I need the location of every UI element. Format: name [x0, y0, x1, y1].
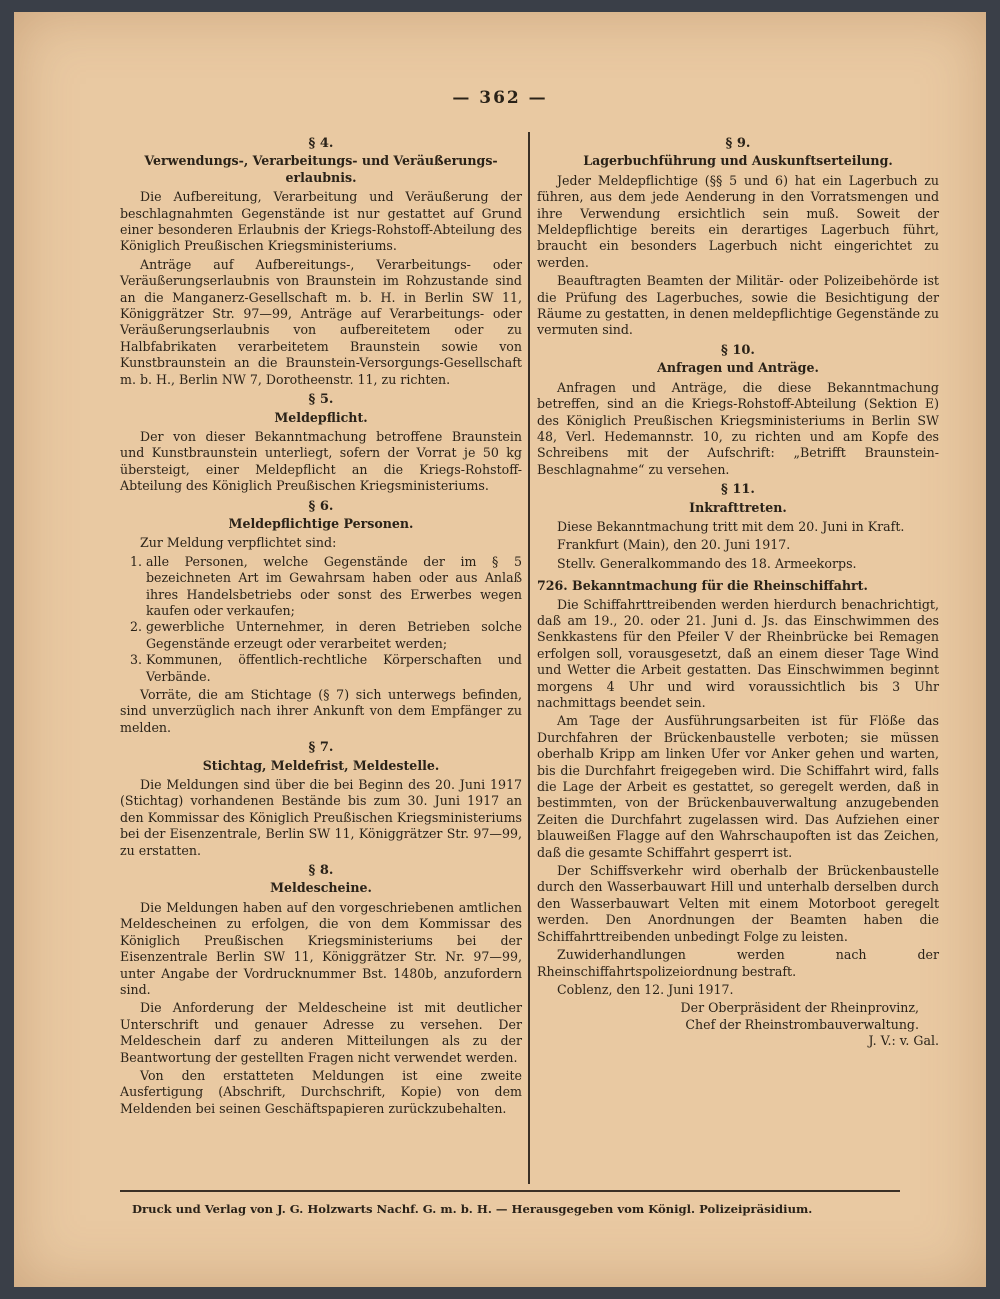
section-10-number: § 10.	[721, 342, 755, 358]
printer-imprint: Druck und Verlag von J. G. Holzwarts Nachf. G. m. b. H. — Herausgegeben vom Königl. Polizeipräsidium.	[132, 1202, 813, 1216]
notice-726-paragraph: Die Schiffahrttreibenden werden hierdurch benachrichtigt, daß am 19., 20. oder 21. Juni d. Js. das Einschwimmen des Senkkastens für den Pfeiler V der Rheinbrücke bei Remagen erfolgen soll, vorausgesetzt, daß an einem dieser Tage Wind und Wetter die Arbeit gestatten. Das Einschwimmen beginnt morgens 4 Uhr und wird voraussichtlich bis 3 Uhr nachmittags beendet sein.	[537, 596, 939, 710]
section-6-paragraph: Vorräte, die am Stichtage (§ 7) sich unterwegs befinden, sind unverzüglich nach ihrer Ankunft von dem Empfänger zu melden.	[120, 687, 522, 735]
footer-rule	[120, 1190, 900, 1192]
section-9-heading: Lagerbuchführung und Auskunftserteilung.	[583, 153, 893, 169]
column-divider	[528, 132, 530, 1184]
section-6-number: § 6.	[308, 498, 334, 514]
notice-726-paragraph: Am Tage der Ausführungsarbeiten ist für Flöße das Durchfahren der Brückenbaustelle verboten; sie müssen oberhalb Kripp am linken Ufer vor Anker gehen und warten, bis die Durchfahrt freigegeben wird. Die Schiffahrt wird, falls die Lage der Arbeit es gestattet, so geregelt werden, daß in bestimmten, von der Brückenbauverwaltung anzugebenden Zeiten die Durchfahrt zugelassen wird. Das Aufziehen einer blauweißen Flagge auf den Wahrschaupoften ist das Zeichen, daß die gesamte Schiffahrt gesperrt ist.	[537, 713, 939, 860]
section-9-number: § 9.	[725, 136, 751, 151]
section-6-list	[120, 554, 522, 685]
list-item: 2. gewerbliche Unternehmer, in deren Betrieben solche Gegenstände erzeugt oder verarbeitet werden;	[146, 619, 522, 652]
section-5-paragraph: Der von dieser Bekanntmachung betroffene Braunstein und Kunstbraunstein unterliegt, sofern der Vorrat je 50 kg übersteigt, einer Meldepflicht an die Kriegs-Rohstoff-Abteilung des Königlich Preußischen Kriegsministeriums.	[120, 428, 522, 494]
section-7-number: § 7.	[308, 740, 334, 756]
right-column	[537, 132, 939, 1050]
list-item: 1. alle Personen, welche Gegenstände der im § 5 bezeichneten Art im Gewahrsam haben oder aus Anlaß ihres Handelsbetriebs oder sonst des Erwerbes wegen kaufen oder verkaufen;	[146, 554, 522, 620]
notice-726-signature-line: J. V.: v. Gal.	[868, 1033, 939, 1049]
section-7-paragraph: Die Meldungen sind über die bei Beginn des 20. Juni 1917 (Stichtag) vorhandenen Bestände bis zum 30. Juni 1917 an den Kommissar des Königlich Preußischen Kriegsministeriums bei der Eisenzentrale, Berlin SW 11, Königgrätzer Str. 97—99, zu erstatten.	[120, 777, 522, 858]
section-10-heading: Anfragen und Anträge.	[657, 360, 819, 376]
section-6-intro: Zur Meldung verpflichtet sind:	[140, 535, 337, 551]
section-7-heading: Stichtag, Meldefrist, Meldestelle.	[202, 757, 440, 773]
section-4-heading: Verwendungs-, Verarbeitungs- und Veräußerungs-erlaubnis.	[144, 153, 498, 185]
section-9-paragraph: Jeder Meldepflichtige (§§ 5 und 6) hat ein Lagerbuch zu führen, aus dem jede Aenderung in den Vorratsmengen und ihre Verwendung ersichtlich sein muß. Soweit der Meldepflichtige bereits ein derartiges Lagerbuch führt, braucht ein besonders Lagerbuch nicht eingerichtet zu werden.	[537, 172, 939, 270]
section-5-heading: Meldepflicht.	[274, 409, 368, 425]
section-8-paragraph: Die Meldungen haben auf den vorgeschriebenen amtlichen Meldescheinen zu erfolgen, die von dem Kommissar des Königlich Preußischen Kriegsministeriums bei der Eisenzentrale Berlin SW 11, Königgrätzer Str. Nr. 97—99, unter Angabe der Vordrucknummer Bst. 1480b, anzufordern sind.	[120, 899, 522, 997]
list-item: 3. Kommunen, öffentlich-rechtliche Körperschaften und Verbände.	[146, 652, 522, 685]
notice-726-paragraph: Der Schiffsverkehr wird oberhalb der Brückenbaustelle durch den Wasserbauwart Hill und unterhalb derselben durch den Wasserbauwart Velten mit einem Motorboot geregelt werden. Den Anordnungen der Beamten haben die Schiffahrttreibenden unbedingt Folge zu leisten.	[537, 863, 939, 944]
section-8-number: § 8.	[308, 863, 334, 879]
section-11-heading: Inkrafttreten.	[689, 499, 787, 515]
section-4-number: § 4.	[308, 136, 334, 151]
section-4-paragraph: Die Aufbereitung, Verarbeitung und Veräußerung der beschlagnahmten Gegenstände ist nur gestattet auf Grund einer besonderen Erlaubnis der Kriegs-Rohstoff-Abteilung des Königlich Preußischen Kriegsministeriums.	[120, 189, 522, 254]
section-11-signature: Stellv. Generalkommando des 18. Armeekorps.	[557, 555, 857, 571]
notice-726-place-date: Coblenz, den 12. Juni 1917.	[557, 981, 734, 997]
page-number: — 362 —	[452, 88, 548, 108]
section-11-place-date: Frankfurt (Main), den 20. Juni 1917.	[557, 537, 791, 553]
section-4-paragraph: Anträge auf Aufbereitungs-, Verarbeitungs- oder Veräußerungserlaubnis von Braunstein im Rohzustande sind an die Manganerz-Gesellschaft m. b. H. in Berlin SW 11, Königgrätzer Str. 97—99, Anträge auf Verarbeitungs- oder Veräußerungserlaubnis von aufbereitetem oder zu Halbfabrikaten verarbeitetem Braunstein sowie von Kunstbraunstein an die Braunstein-Versorgungs-Gesellschaft m. b. H., Berlin NW 7, Dorotheenstr. 11, zu richten.	[120, 256, 522, 387]
section-8-heading: Meldescheine.	[270, 880, 372, 896]
notice-726-signature-line: Der Oberpräsident der Rheinprovinz,	[680, 1000, 919, 1016]
notice-726-paragraph: Zuwiderhandlungen werden nach der Rheinschiffahrtspolizeiordnung bestraft.	[537, 947, 939, 979]
document-page	[14, 12, 986, 1287]
left-column	[120, 132, 522, 1119]
notice-726-title: 726. Bekanntmachung für die Rheinschiffahrt.	[537, 578, 868, 594]
section-9-paragraph: Beauftragten Beamten der Militär- oder Polizeibehörde ist die Prüfung des Lagerbuches, sowie die Besichtigung der Räume zu gestatten, in denen meldepflichtige Gegenstände zu vermuten sind.	[537, 273, 939, 338]
section-11-paragraph: Diese Bekanntmachung tritt mit dem 20. Juni in Kraft.	[557, 518, 905, 534]
section-6-heading: Meldepflichtige Personen.	[228, 515, 414, 531]
section-10-paragraph: Anfragen und Anträge, die diese Bekanntmachung betreffen, sind an die Kriegs-Rohstoff-Abteilung (Sektion E) des Königlich Preußischen Kriegsministeriums in Berlin SW 48, Verl. Hedemannstr. 10, zu richten und am Kopfe des Schreibens mit der Aufschrift: „Betrifft Braunstein-Beschlagnahme“ zu versehen.	[537, 379, 939, 477]
section-5-number: § 5.	[308, 392, 334, 408]
section-8-paragraph: Die Anforderung der Meldescheine ist mit deutlicher Unterschrift und genauer Adresse zu versehen. Der Meldeschein darf zu anderen Mitteilungen als zu der Beantwortung der gestellten Fragen nicht verwendet werden.	[120, 1000, 522, 1065]
section-8-paragraph: Von den erstatteten Meldungen ist eine zweite Ausfertigung (Abschrift, Durchschrift, Kopie) von dem Meldenden bei seinen Geschäftspapieren zurückzubehalten.	[120, 1067, 522, 1116]
notice-726-signature-line: Chef der Rheinstrombauverwaltung.	[685, 1016, 919, 1032]
section-11-number: § 11.	[721, 482, 755, 498]
